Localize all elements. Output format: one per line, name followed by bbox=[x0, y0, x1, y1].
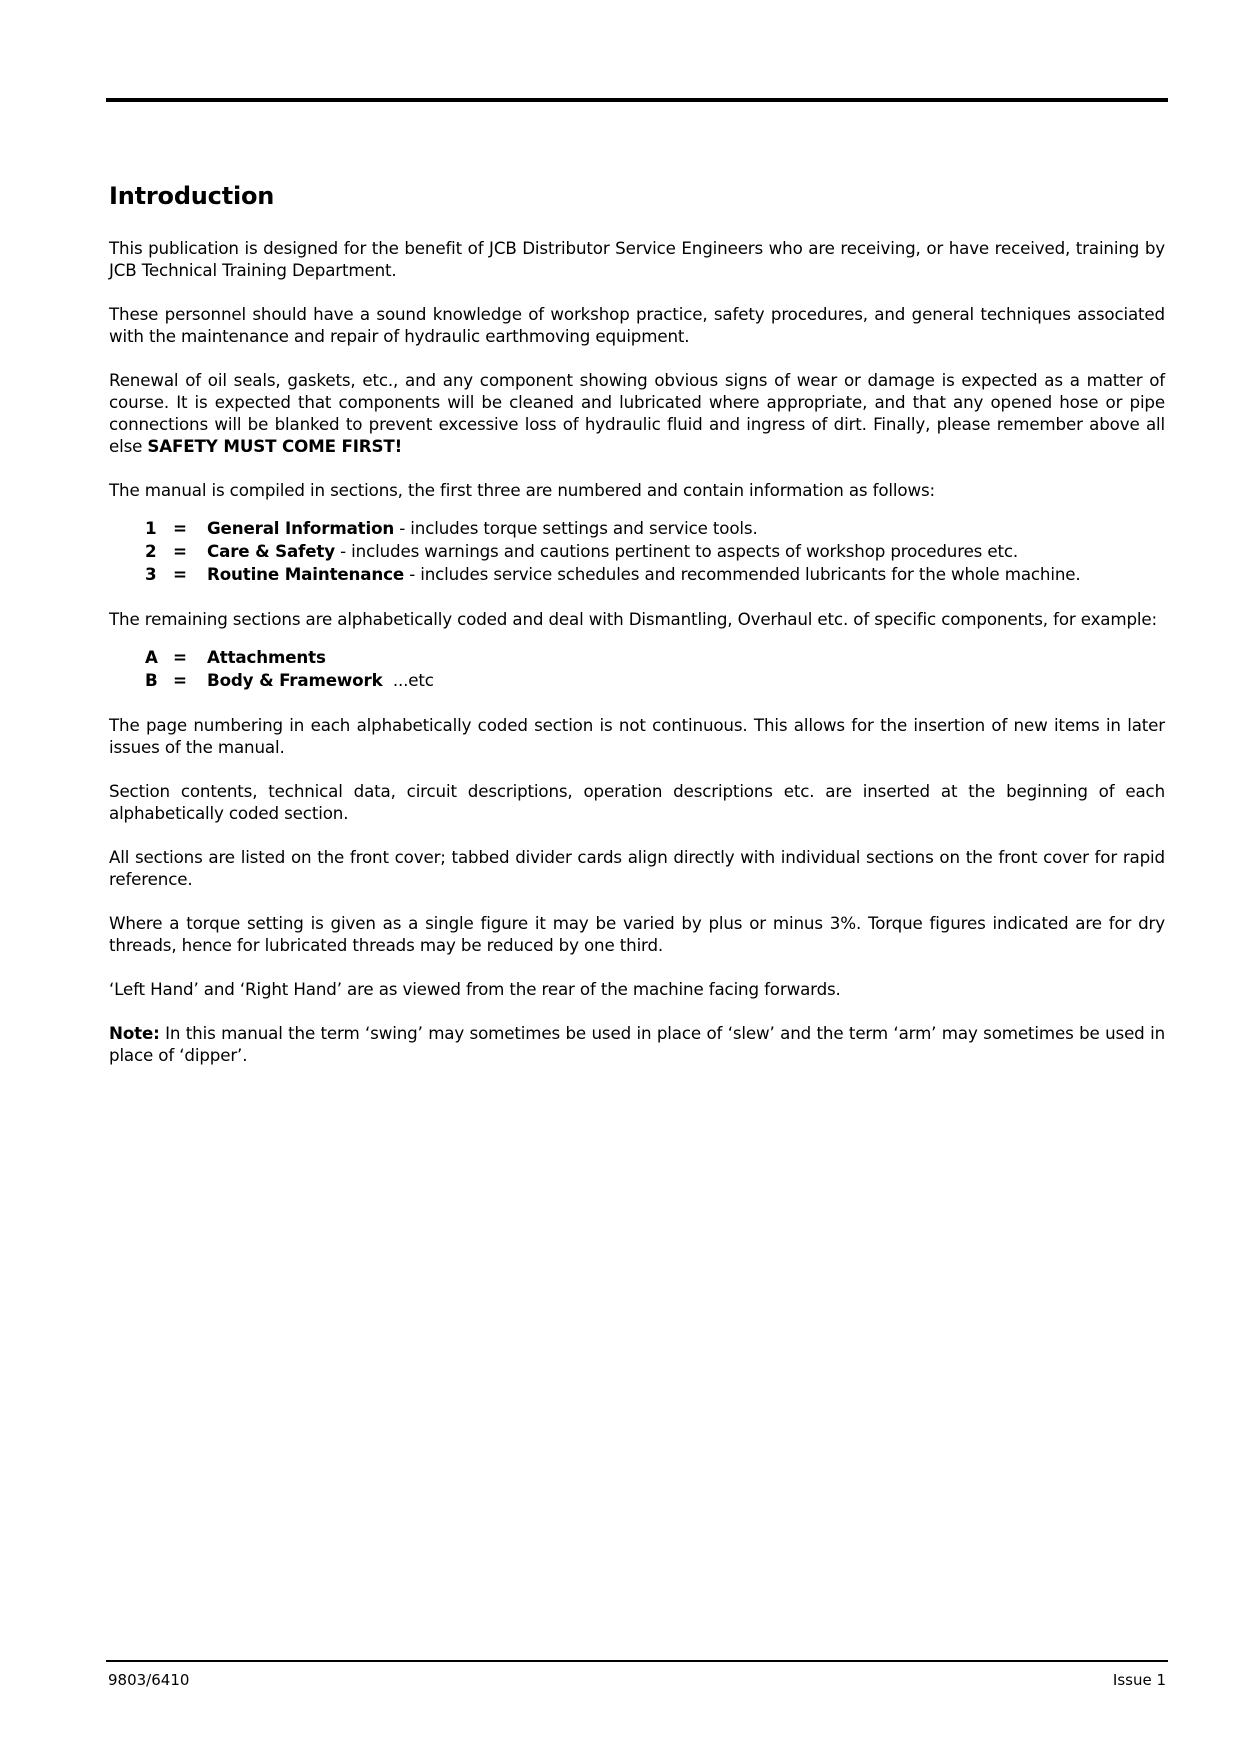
note-label: Note: bbox=[109, 1023, 160, 1043]
equals-sign: = bbox=[173, 647, 187, 667]
note-paragraph bbox=[109, 1022, 1165, 1066]
section-contents-paragraph: Section contents, technical data, circuit descriptions, operation descriptions etc. are inserted at the beginning of each alphabetically coded section. bbox=[109, 781, 1165, 823]
intro-paragraph: This publication is designed for the benefit of JCB Distributor Service Engineers who are receiving, or have received, training by JCB Technical Training Department. bbox=[109, 238, 1165, 280]
sections-intro-paragraph: The manual is compiled in sections, the first three are numbered and contain information as follows: bbox=[109, 480, 935, 500]
section-label: Care & Safety bbox=[207, 541, 335, 561]
note-text: In this manual the term ‘swing’ may sometimes be used in place of ‘slew’ and the term ‘arm’ may sometimes be used in place of ‘dipper’. bbox=[109, 1023, 1165, 1065]
footer-rule bbox=[106, 1660, 1168, 1662]
numbered-section-list bbox=[145, 517, 1165, 586]
section-code: A bbox=[145, 647, 158, 667]
document-body bbox=[109, 180, 1165, 1088]
torque-paragraph: Where a torque setting is given as a single figure it may be varied by plus or minus 3%. Torque figures indicated are for dry threads, hence for lubricated threads may be reduced by one third. bbox=[109, 913, 1165, 955]
personnel-paragraph: These personnel should have a sound knowledge of workshop practice, safety procedures, and general techniques associated with the maintenance and repair of hydraulic earthmoving equipment. bbox=[109, 304, 1165, 346]
equals-sign: = bbox=[173, 518, 187, 538]
header-rule bbox=[106, 98, 1168, 102]
section-code: 3 bbox=[145, 564, 157, 584]
section-description: - includes torque settings and service tools. bbox=[394, 518, 758, 538]
section-code: B bbox=[145, 670, 158, 690]
renewal-paragraph bbox=[109, 369, 1165, 457]
document-number: 9803/6410 bbox=[108, 1671, 190, 1689]
safety-emphasis: SAFETY MUST COME FIRST! bbox=[147, 436, 403, 456]
section-label: Routine Maintenance bbox=[207, 564, 405, 584]
renewal-text: Renewal of oil seals, gaskets, etc., and any component showing obvious signs of wear or damage is expected as a matter of course. It is expected that components will be cleaned and lubricated where appropriate, and that any opened hose or pipe connections will be blanked to prevent excessive loss of hydraulic fluid and ingress of dirt. Finally, please remember above all else bbox=[109, 370, 1165, 456]
list-item bbox=[145, 540, 1165, 563]
equals-sign: = bbox=[173, 670, 187, 690]
section-description: ...etc bbox=[382, 670, 434, 690]
section-code: 2 bbox=[145, 541, 157, 561]
equals-sign: = bbox=[173, 541, 187, 561]
section-label: General Information bbox=[207, 518, 395, 538]
page-title: Introduction bbox=[109, 182, 275, 210]
front-cover-paragraph: All sections are listed on the front cover; tabbed divider cards align directly with individual sections on the front cover for rapid reference. bbox=[109, 847, 1165, 889]
section-description: - includes warnings and cautions pertinent to aspects of workshop procedures etc. bbox=[335, 541, 1019, 561]
section-code: 1 bbox=[145, 518, 157, 538]
issue-label: Issue 1 bbox=[1112, 1671, 1166, 1689]
lettered-section-list bbox=[145, 646, 1165, 692]
section-label: Attachments bbox=[207, 647, 326, 667]
hand-orientation-paragraph: ‘Left Hand’ and ‘Right Hand’ are as viewed from the rear of the machine facing forwards. bbox=[109, 979, 841, 999]
section-description: - includes service schedules and recommended lubricants for the whole machine. bbox=[404, 564, 1081, 584]
remaining-sections-paragraph: The remaining sections are alphabetically coded and deal with Dismantling, Overhaul etc. of specific components, for example: bbox=[109, 609, 1158, 629]
page-numbering-paragraph: The page numbering in each alphabetically coded section is not continuous. This allows for the insertion of new items in later issues of the manual. bbox=[109, 715, 1165, 757]
list-item bbox=[145, 669, 1165, 692]
section-label: Body & Framework bbox=[207, 670, 383, 690]
equals-sign: = bbox=[173, 564, 187, 584]
list-item bbox=[145, 563, 1165, 586]
list-item bbox=[145, 646, 1165, 669]
list-item bbox=[145, 517, 1165, 540]
